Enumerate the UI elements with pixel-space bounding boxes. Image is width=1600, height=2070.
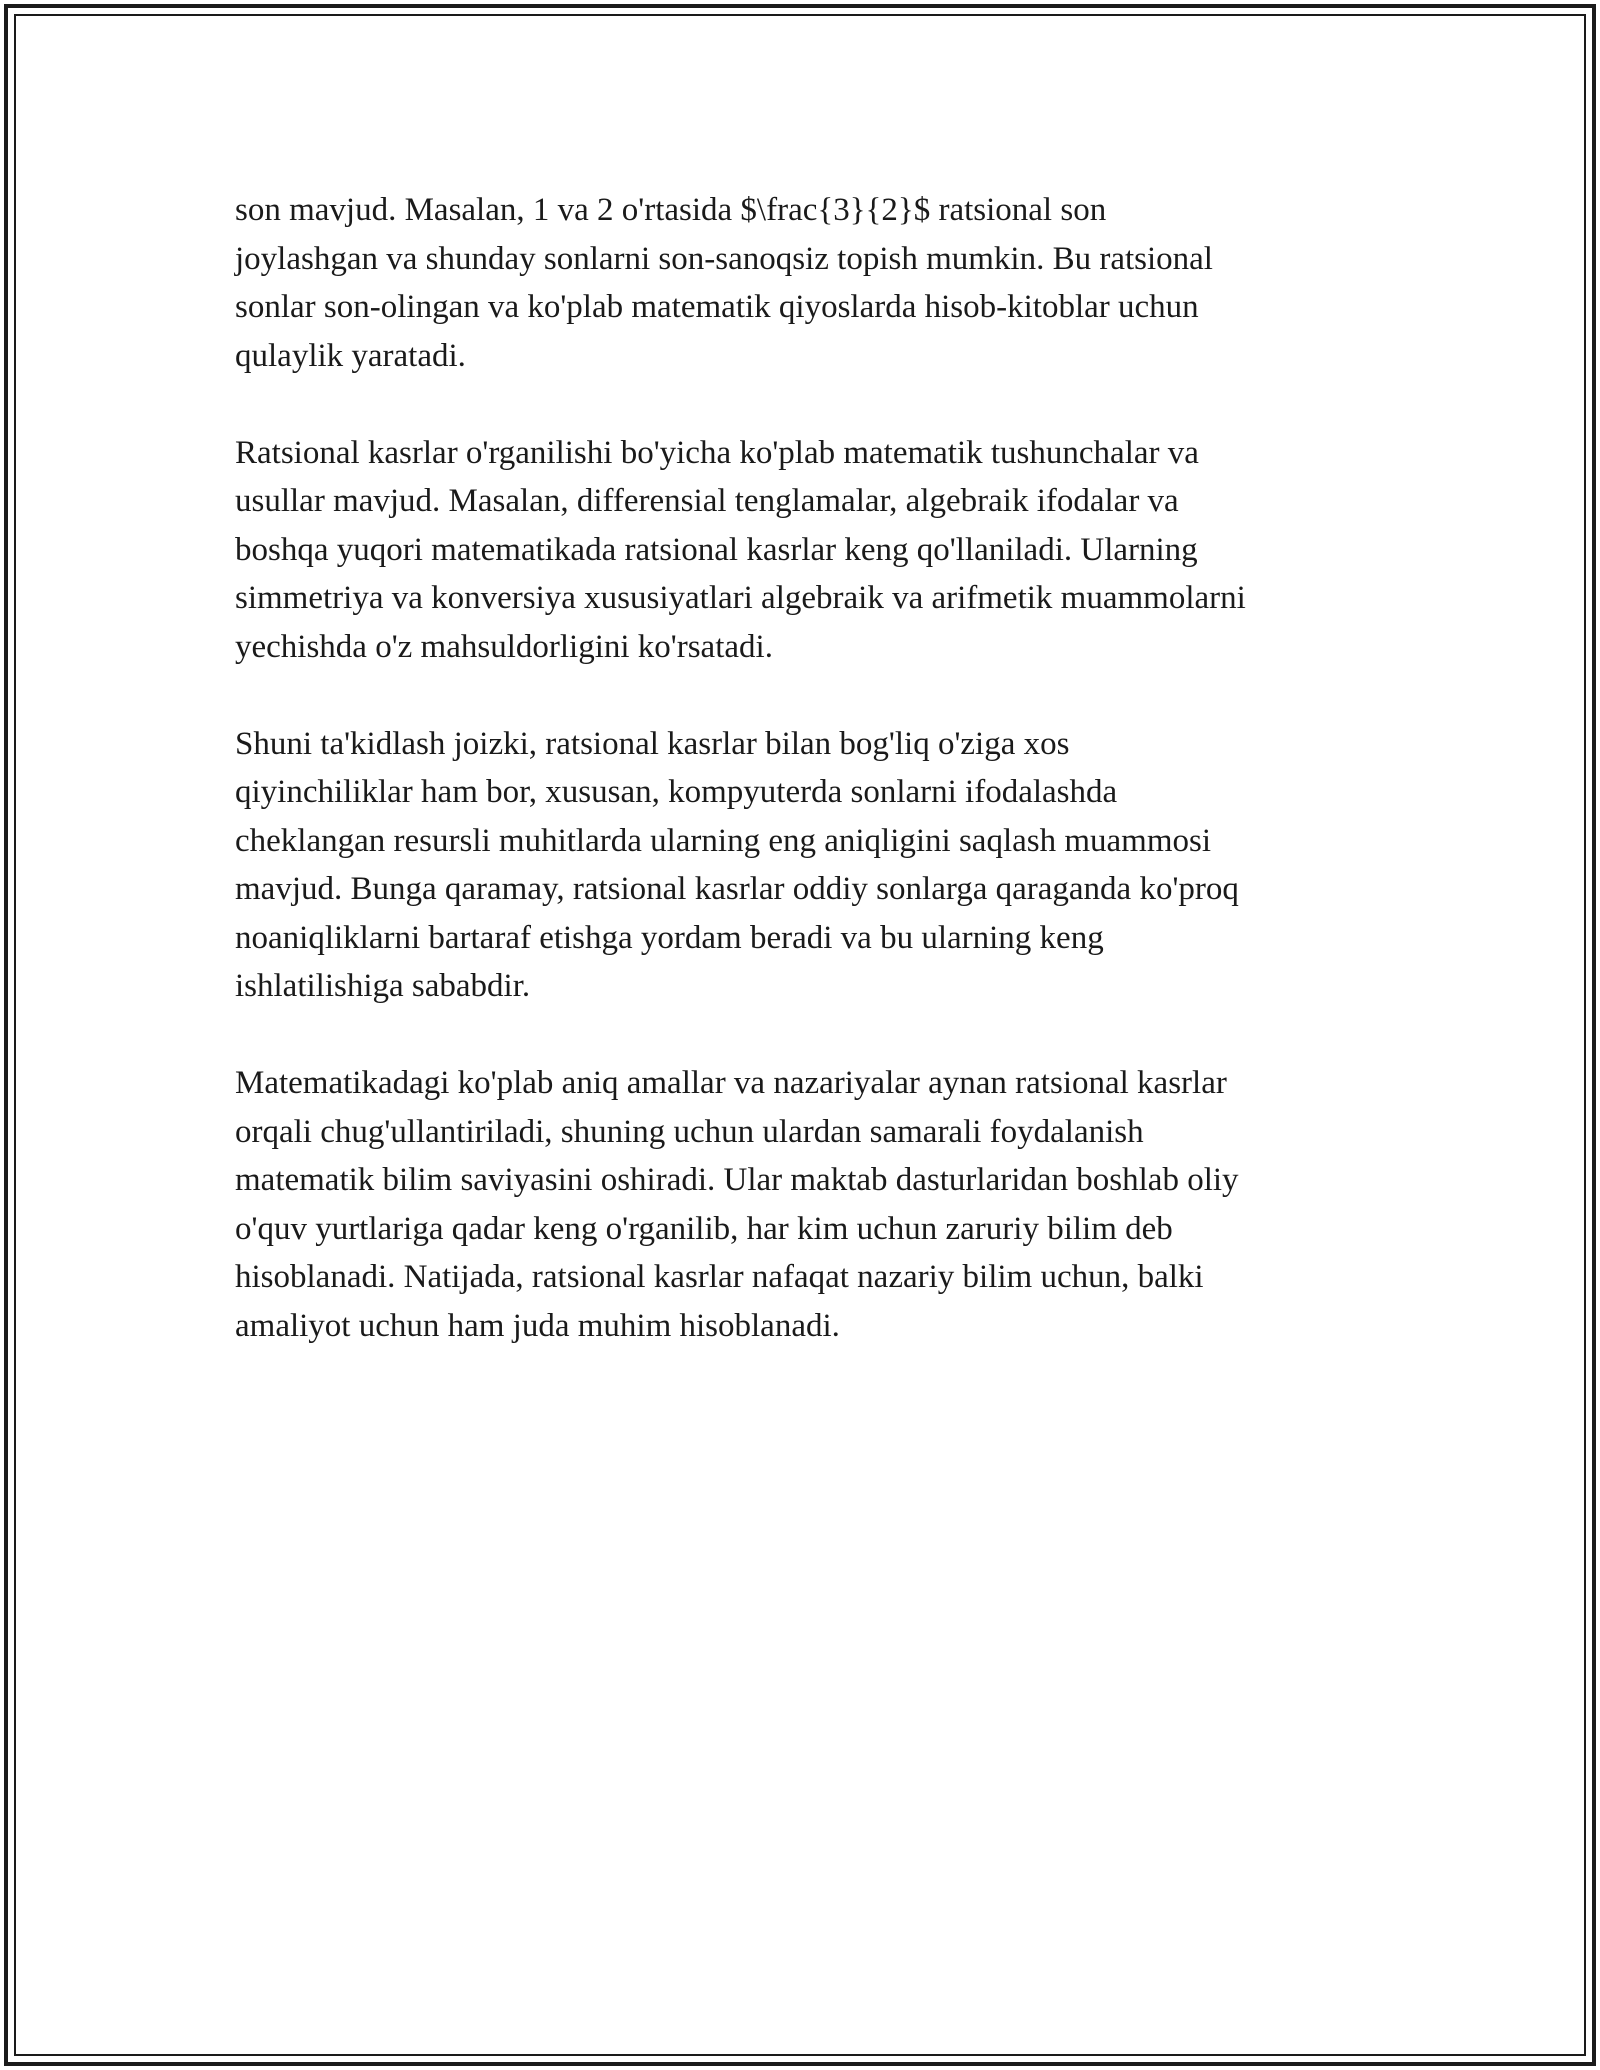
paragraph-2: Ratsional kasrlar o'rganilishi bo'yicha ko'plab matematik tushunchalar va usullar mavjud. Masalan, differensial tenglamalar, algebraik ifodalar va boshqa yuqori matematikada ratsional kasrlar keng qo'llaniladi. Ularning simmetriya va konversiya xususiyatlari algebraik va arifmetik muammolarni yechishda o'z mahsuldorligini ko'rsatadi. bbox=[235, 434, 1246, 665]
paragraph-3: Shuni ta'kidlash joizki, ratsional kasrlar bilan bog'liq o'ziga xos qiyinchiliklar ham bor, xususan, kompyuterda sonlarni ifodalashda cheklangan resursli muhitlarda ularning eng aniqligini saqlash muammosi mavjud. Bunga qaramay, ratsional kasrlar oddiy sonlarga qaraganda ko'proq noaniqliklarni bartaraf etishga yordam beradi va bu ularning keng ishlatilishiga sababdir. bbox=[235, 725, 1239, 1004]
document-body bbox=[235, 186, 1365, 1399]
paragraph-4: Matematikadagi ko'plab aniq amallar va nazariyalar aynan ratsional kasrlar orqali chug'ullantiriladi, shuning uchun ulardan samarali foydalanish matematik bilim saviyasini oshiradi. Ular maktab dasturlaridan boshlab oliy o'quv yurtlariga qadar keng o'rganilib, har kim uchun zaruriy bilim deb hisoblanadi. Natijada, ratsional kasrlar nafaqat nazariy bilim uchun, balki amaliyot uchun ham juda muhim hisoblanadi. bbox=[235, 1065, 1239, 1344]
paragraph-1: son mavjud. Masalan, 1 va 2 o'rtasida $\frac{3}{2}$ ratsional son joylashgan va shunday sonlarni son-sanoqsiz topish mumkin. Bu ratsional sonlar son-olingan va ko'plab matematik qiyoslarda hisob-kitoblar uchun qulaylik yaratadi. bbox=[235, 192, 1213, 374]
